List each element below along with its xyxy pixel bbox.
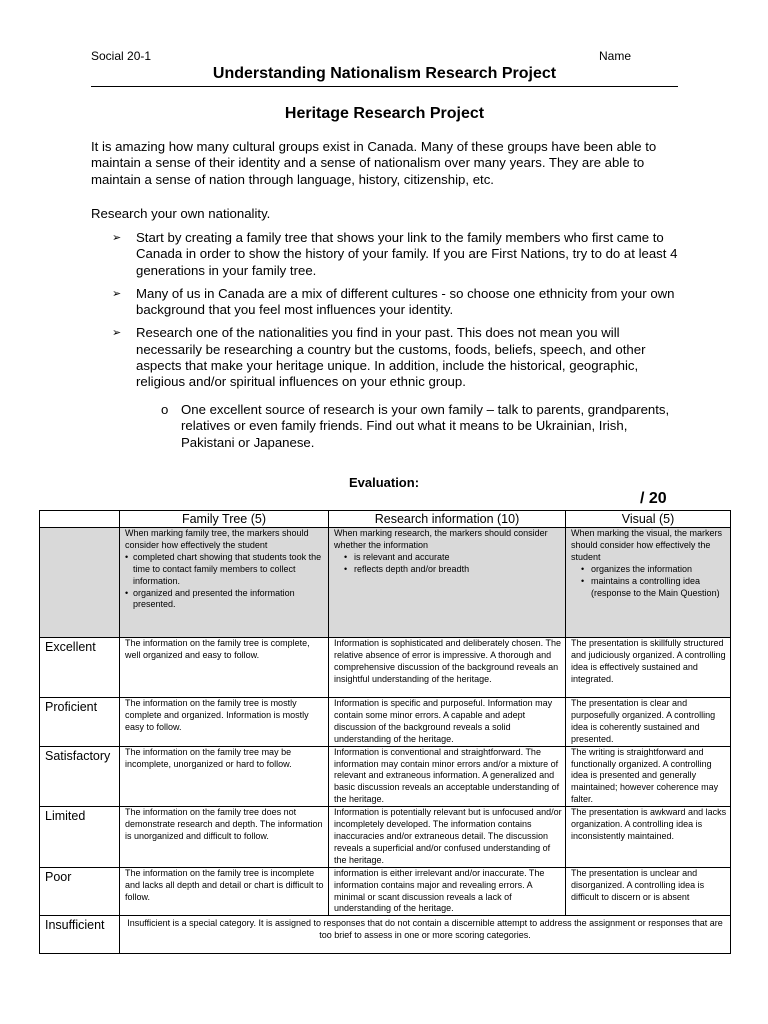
level-label: Insufficient bbox=[40, 916, 120, 954]
family-tree-cell: The information on the family tree is complete, well organized and easy to follow. bbox=[120, 638, 329, 698]
research-cell: Information is specific and purposeful. Information may contain some minor errors. A capable and adept discussion of the background reveals a solid understanding of the heritage. bbox=[329, 698, 566, 747]
guide-point: • maintains a controlling idea (response to the Main Question) bbox=[571, 576, 728, 600]
rubric-corner-cell bbox=[40, 511, 120, 528]
list-item-text: Start by creating a family tree that shows your link to the family members who first came to Canada in order to show the history of your family. If you are First Nations, try to do at least 4 generations in your family tree. bbox=[136, 230, 678, 278]
evaluation-heading: Evaluation: bbox=[348, 475, 420, 490]
visual-cell: The writing is straightforward and functionally organized. A controlling idea is presented and generally maintained; however coherence may falter. bbox=[566, 746, 731, 807]
rubric-guide-row bbox=[40, 528, 731, 638]
guide-family-intro: When marking family tree, the markers should consider how effectively the student bbox=[125, 528, 309, 550]
level-label: Satisfactory bbox=[40, 746, 120, 807]
page-subtitle: Heritage Research Project bbox=[284, 105, 485, 122]
list-item-text: Many of us in Canada are a mix of different cultures - so choose one ethnicity from your own background that you feel most influences your identity. bbox=[136, 285, 675, 318]
course-label: Social 20-1 bbox=[91, 49, 152, 63]
guide-family-tree bbox=[120, 528, 329, 638]
intro-paragraph: It is amazing how many cultural groups exist in Canada. Many of these groups have been able to maintain a sense of their identity and a sense of nationalism over many years. They are able to maintain a sense of nation through language, history, citizenship, etc. bbox=[91, 139, 657, 187]
arrow-bullet-icon: ➢ bbox=[112, 287, 122, 300]
guide-point: • organizes the information bbox=[571, 564, 728, 576]
total-score: / 20 bbox=[640, 490, 667, 507]
list-item bbox=[91, 286, 681, 319]
name-label: Name bbox=[599, 49, 632, 63]
guide-visual bbox=[566, 528, 731, 638]
rubric-row-satisfactory bbox=[40, 746, 731, 807]
guide-research-intro: When marking research, the markers should consider whether the information bbox=[334, 528, 548, 550]
level-label: Excellent bbox=[40, 638, 120, 698]
level-label: Proficient bbox=[40, 698, 120, 747]
visual-cell: The presentation is unclear and disorganized. A controlling idea is difficult to discern or is absent bbox=[566, 867, 731, 916]
level-label: Limited bbox=[40, 807, 120, 868]
arrow-bullet-icon: ➢ bbox=[112, 232, 122, 244]
family-tree-cell: The information on the family tree is incomplete and lacks all depth and detail or chart is difficult to follow. bbox=[120, 867, 329, 916]
arrow-bullet-icon: ➢ bbox=[112, 327, 122, 340]
guide-research bbox=[329, 528, 566, 638]
rubric-row-poor bbox=[40, 867, 731, 916]
page-title: Understanding Nationalism Research Project bbox=[212, 65, 557, 82]
rubric-table bbox=[39, 510, 731, 954]
research-cell: information is either irrelevant and/or inaccurate. The information contains major and revealing errors. A minimal or scant discussion reveals a lack of understanding of the heritage. bbox=[329, 867, 566, 916]
level-label: Poor bbox=[40, 867, 120, 916]
rubric-header-row bbox=[40, 511, 731, 528]
sub-list-item bbox=[163, 402, 683, 451]
rubric-row-limited bbox=[40, 807, 731, 868]
title-divider bbox=[91, 86, 678, 87]
rubric-row-insufficient bbox=[40, 916, 731, 954]
insufficient-description: Insufficient is a special category. It is assigned to responses that do not contain a discernible attempt to address the assignment or responses that are too brief to assess in one or more scoring categories. bbox=[120, 916, 731, 954]
guide-point: • reflects depth and/or breadth bbox=[334, 564, 563, 576]
guide-point: • organized and presented the information presented. bbox=[125, 588, 326, 612]
visual-cell: The presentation is awkward and lacks organization. A controlling idea is inconsistently maintained. bbox=[566, 807, 731, 868]
research-cell: Information is conventional and straightforward. The information may contain minor errors and/or a mixture of relevant and extraneous information. A generalized and basic discussion reveals an acceptable understanding of the heritage. bbox=[329, 746, 566, 807]
research-cell: Information is potentially relevant but is unfocused and/or incompletely developed. The information contains inaccuracies and/or extraneous detail. The discussion reveals a superficial and/or confused understanding of the heritage. bbox=[329, 807, 566, 868]
rubric-row-excellent bbox=[40, 638, 731, 698]
sub-list-item-text: One excellent source of research is your own family – talk to parents, grandparents, relatives or even family friends. Find out what it means to be Ukrainian, Irish, Pakistani or Japanese. bbox=[181, 402, 670, 450]
list-item bbox=[91, 325, 681, 390]
family-tree-cell: The information on the family tree may be incomplete, unorganized or hard to follow. bbox=[120, 746, 329, 807]
column-header-research: Research information (10) bbox=[329, 511, 566, 528]
family-tree-cell: The information on the family tree does not demonstrate research and depth. The information is unorganized and difficult to follow. bbox=[120, 807, 329, 868]
column-header-family-tree: Family Tree (5) bbox=[120, 511, 329, 528]
visual-cell: The presentation is skillfully structured and judiciously organized. A controlling idea is effectively sustained and integrated. bbox=[566, 638, 731, 698]
guide-visual-intro: When marking the visual, the markers should consider how effectively the student bbox=[571, 528, 723, 562]
circle-bullet-icon: o bbox=[161, 402, 169, 417]
list-item-text: Research one of the nationalities you find in your past. This does not mean you will necessarily be researching a country but the customs, foods, beliefs, speech, and other aspects that make your heritage unique. In addition, include the historical, geographic, religious and/or spiritual influences on your ethnic group. bbox=[136, 325, 646, 390]
list-item bbox=[91, 230, 681, 279]
rubric-row-proficient bbox=[40, 698, 731, 747]
research-prompt: Research your own nationality. bbox=[91, 206, 271, 221]
guide-empty-cell bbox=[40, 528, 120, 638]
instruction-list bbox=[91, 230, 681, 398]
family-tree-cell: The information on the family tree is mostly complete and organized. Information is mostly easy to follow. bbox=[120, 698, 329, 747]
visual-cell: The presentation is clear and purposefully organized. A controlling idea is coherently sustained and presented. bbox=[566, 698, 731, 747]
column-header-visual: Visual (5) bbox=[566, 511, 731, 528]
guide-point: • is relevant and accurate bbox=[334, 552, 563, 564]
research-cell: Information is sophisticated and deliberately chosen. The relative absence of error is impressive. A thorough and comprehensive discussion of the background reveals an insightful understanding of the heritage. bbox=[329, 638, 566, 698]
guide-point: • completed chart showing that students took the time to contact family members to collect information. bbox=[125, 552, 326, 588]
